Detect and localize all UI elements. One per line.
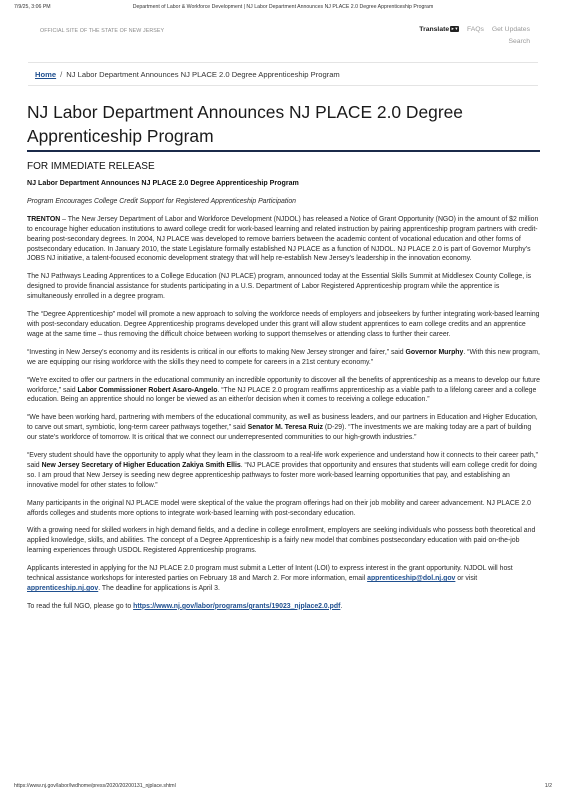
top-utility-bar — [0, 22, 566, 52]
utility-links — [413, 26, 530, 33]
page-title: NJ Labor Department Announces NJ PLACE 2.0 Degree Apprenticeship Program — [27, 102, 463, 146]
translate-button[interactable] — [413, 26, 459, 33]
paragraph-8: Many participants in the original NJ PLACE model were skeptical of the value the program offerings had on their job mobility and career advancement. NJ PLACE 2.0 affords colleges and students more options to integrate work-based learning with post-secondary education. — [27, 499, 531, 517]
quote-text: “We’re excited to offer our partners in the educational community an incredible opportunity to discover all the benefits of apprenticeship as a means to develop our future workforce,” said — [27, 376, 541, 394]
speaker-name: New Jersey Secretary of Higher Education Zakiya Smith Ellis — [41, 461, 241, 469]
paragraph-1-text: – The New Jersey Department of Labor and Workforce Development (NJDOL) has released a Notice of Grant Opportunity (NGO) in the amount of $2 million to encourage higher education institutions to award college credit for work-based learning and related instruction by pairing apprenticeship program partners with credit-bearing post-secondary degrees. In 2004, NJ PLACE was developed to remove barriers between the academic content of vocational education and other forms of postsecondary education. In January 2010, the state Legislature formally established NJ PLACE as a function of NJDOL. NJ PLACE 2.0 is part of Governor Murphy’s JOBS NJ initiative, a talent-focused economic development strategy that will help re-establish New Jersey’s leadership in the innovation economy. — [27, 215, 539, 263]
get-updates-link[interactable]: Get Updates — [491, 26, 530, 33]
paragraph-text: . — [340, 602, 343, 610]
quote-text: “Every student should have the opportunity to apply what they learn in the classroom to a real-life work experience and understand how it connects to their career path,” said — [27, 452, 538, 469]
paragraph-7 — [27, 451, 541, 491]
email-link[interactable]: apprenticeship@dol.nj.gov — [367, 575, 456, 583]
paragraph-1 — [27, 215, 541, 265]
official-site-banner: OFFICIAL SITE OF THE STATE OF NEW JERSEY — [40, 28, 165, 34]
article-subhead: NJ Labor Department Announces NJ PLACE 2.0 Degree Apprenticeship Program — [27, 179, 299, 187]
title-divider — [27, 150, 540, 152]
page-number: 1/2 — [544, 783, 552, 789]
paragraph-text: or visit — [455, 575, 478, 583]
translate-label: Translate — [419, 26, 450, 33]
translate-icon: ▸ ▾ — [451, 26, 458, 31]
article-tagline: Program Encourages College Credit Support for Registered Apprenticeship Participation — [27, 197, 297, 205]
quote-text: (D-29). “The investments we are making today are a part of building our state’s workforce of tomorrow. It is critical that we connect our underrepresented communities to our high-growth industries.” — [27, 424, 532, 442]
paragraph-6 — [27, 413, 541, 443]
paragraph-2: The NJ Pathways Leading Apprentices to a College Education (NJ PLACE) program, announced today at the Essential Skills Summit at Middlesex County College, is designed to provide financial assistance for students participating in a U.S. Department of Labor Registered Apprenticeship program while the apprentice is simultaneously enrolled in a degree program. — [27, 273, 532, 301]
paragraph-text: . The deadline for applications is April 3. — [98, 585, 220, 592]
print-header — [0, 0, 566, 12]
quote-text: “We have been working hard, partnering with members of the educational community, as well as business leaders, and our partners in Education and Higher Education, to carve out smart, symbiotic, long-term career pathways together,” said — [27, 414, 538, 432]
ngo-pdf-link[interactable]: https://www.nj.gov/labor/programs/grants/19023_njplace2.0.pdf — [133, 602, 341, 610]
article-body — [27, 160, 541, 620]
dateline: TRENTON — [27, 215, 61, 223]
print-page-title: Department of Labor & Workforce Development | NJ Labor Department Announces NJ PLACE 2.0 Degree Apprenticeship Program — [132, 4, 434, 10]
quote-text: . “The NJ PLACE 2.0 program reaffirms apprenticeship as a viable path to a lifelong career and a college education. Being an apprentice should no longer be viewed as an either/or decision when it comes to receiving a college education.” — [27, 386, 537, 404]
paragraph-4 — [27, 348, 541, 368]
apprenticeship-site-link[interactable]: apprenticeship.nj.gov — [27, 585, 99, 592]
print-date: 7/9/25, 3:06 PM — [14, 4, 51, 10]
speaker-name: Labor Commissioner Robert Asaro-Angelo — [77, 386, 218, 394]
paragraph-9: With a growing need for skilled workers in high demand fields, and a decline in college enrollment, employers are seeking individuals who possess both theoretical and applied knowledge, skills, and abilities. The concept of a Degree Apprenticeship is a fairly new model that combines postsecondary education with paid on-the-job learning experiences through USDOL Registered Apprenticeship programs. — [27, 527, 536, 555]
quote-text: . “With this new program, we are equipping our rising workforce with the skills they need to compete for careers in a 21st century economy.” — [27, 348, 540, 366]
speaker-name: Senator M. Teresa Ruiz — [247, 424, 323, 432]
speaker-name: Governor Murphy — [405, 348, 464, 356]
search-link[interactable]: Search — [508, 38, 530, 45]
paragraph-5 — [27, 376, 541, 406]
release-label: FOR IMMEDIATE RELEASE — [27, 161, 155, 172]
paragraph-3: The “Degree Apprenticeship” model will promote a new approach to solving the workforce needs of employers and jobseekers by further integrating work-based learning with post-secondary education. Degree Apprenticeship programs developed under this grant will allow student apprentices to earn college credits and an apprentice wage at the same time – thus removing the difficult choice between working to support themselves or attending class to further their career. — [27, 311, 540, 338]
quote-text: . “NJ PLACE provides that opportunity and ensures that students will earn college credit for doing so. I am proud that New Jersey is seeding new degree apprenticeship pathways to foster more work-based learning opportunities that pay, and establishing an innovative model for other states to follow.” — [27, 461, 537, 489]
breadcrumb-current: NJ Labor Department Announces NJ PLACE 2.0 Degree Apprenticeship Program — [66, 70, 340, 79]
breadcrumb — [28, 62, 538, 86]
print-url: https://www.nj.gov/labor/lwdhome/press/2020/20200131_njplace.shtml — [14, 783, 176, 789]
quote-text: “Investing in New Jersey’s economy and its residents is critical in our efforts to making New Jersey stronger and fairer,” said — [27, 348, 406, 356]
paragraph-text: Applicants interested in applying for the NJ PLACE 2.0 program must submit a Letter of Intent (LOI) to express interest in the grant opportunity. NJDOL will host technical assistance workshops for interested parties on February 18 and March 2. For more information, email — [27, 565, 513, 583]
paragraph-11 — [27, 602, 541, 612]
faqs-link[interactable]: FAQs — [466, 26, 484, 33]
paragraph-10 — [27, 564, 541, 594]
breadcrumb-separator: / — [60, 70, 63, 79]
paragraph-text: To read the full NGO, please go to — [27, 602, 134, 610]
breadcrumb-home-link[interactable]: Home — [35, 70, 57, 79]
